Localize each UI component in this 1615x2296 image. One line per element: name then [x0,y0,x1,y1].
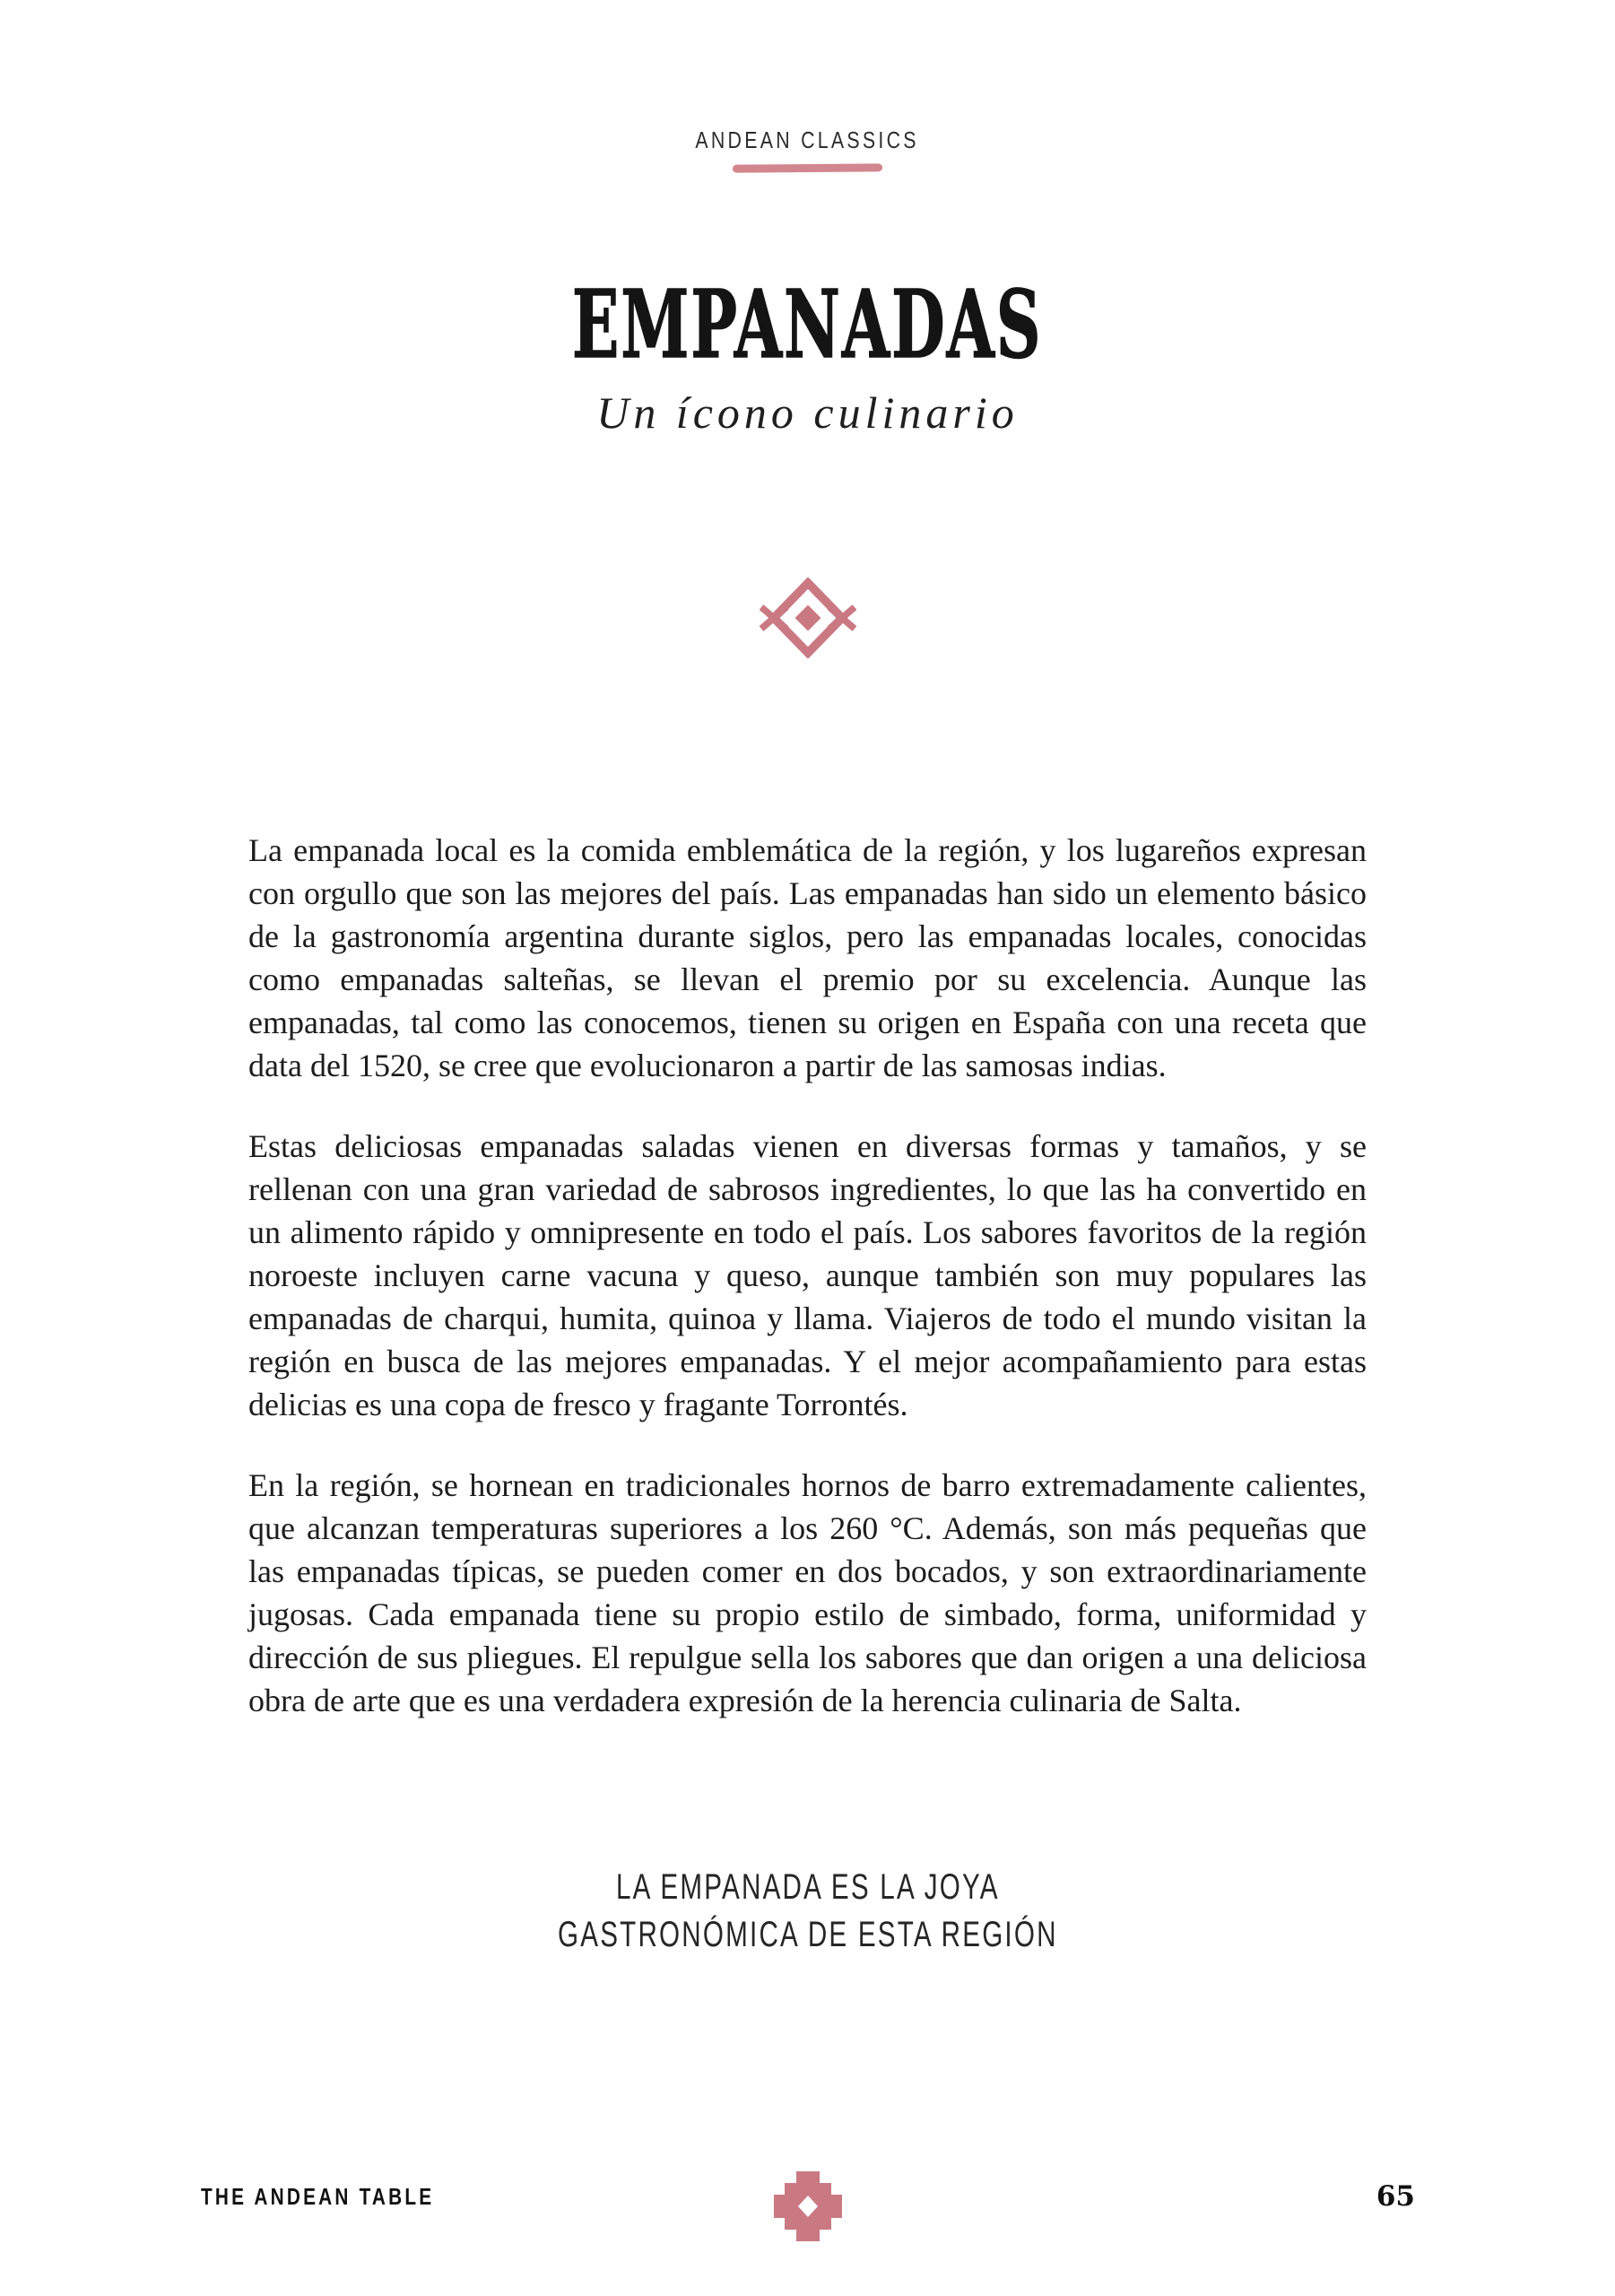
paragraph-3: En la región, se hornean en tradicionales hornos de barro extremadamente calientes, que alcanzan temperaturas superiores a los 260 °C. Además, son más pequeñas que las empanadas típicas, se pueden comer en dos bocados, y son extraordinariamente jugosas. Cada empanada tiene su propio estilo de simbado, forma, uniformidad y dirección de sus pliegues. El repulgue sella los sabores que dan origen a una deliciosa obra de arte que es una verdadera expresión de la herencia culinaria de Salta. [248,1467,1367,1718]
stepped-diamond-icon [774,2171,842,2241]
article-body [248,829,1367,1722]
paragraph-2: Estas deliciosas empanadas saladas vienen en diversas formas y tamaños, y se rellenan con una gran variedad de sabrosos ingredientes, lo que las ha convertido en un alimento rápido y omnipresente en todo el país. Los sabores favoritos de la región noroeste incluyen carne vacuna y queso, aunque también son muy populares las empanadas de charqui, humita, quinoa y llama. Viajeros de todo el mundo visitan la región en busca de las mejores empanadas. Y el mejor acompañamiento para estas delicias es una copa de fresco y fragante Torrontés. [248,1128,1367,1422]
diamond-cross-ornament-icon [0,578,1615,658]
subtitle-script: Un ícono culinario [596,387,1019,438]
paragraph-1: La empanada local es la comida emblemática de la región, y los lugareños expresan con orgullo que son las mejores del país. Las empanadas han sido un elemento básico de la gastronomía argentina durante siglos, pero las empanadas locales, conocidas como empanadas salteñas, se llevan el premio por su excelencia. Aunque las empanadas, tal como las conocemos, tienen su origen en España con una receta que data del 1520, se cree que evolucionaron a partir de las samosas indias. [248,832,1367,1083]
pull-quote-line-1: LA EMPANADA ES LA JOYA [615,1867,1000,1907]
section-kicker [0,0,1615,153]
book-title-footer-text: THE ANDEAN TABLE [201,2183,435,2210]
page-title-text: EMPANADAS [572,269,1043,379]
page-title [0,269,1615,379]
pull-quote-line-2: GASTRONÓMICA DE ESTA REGIÓN [557,1915,1058,1954]
pull-quote [0,1864,1615,1959]
section-kicker-label: ANDEAN CLASSICS [695,126,920,153]
book-title-footer [201,2185,492,2208]
page-number: 65 [1376,2180,1415,2213]
pull-quote-text [558,1864,1058,1959]
brush-underline-icon [733,163,882,172]
